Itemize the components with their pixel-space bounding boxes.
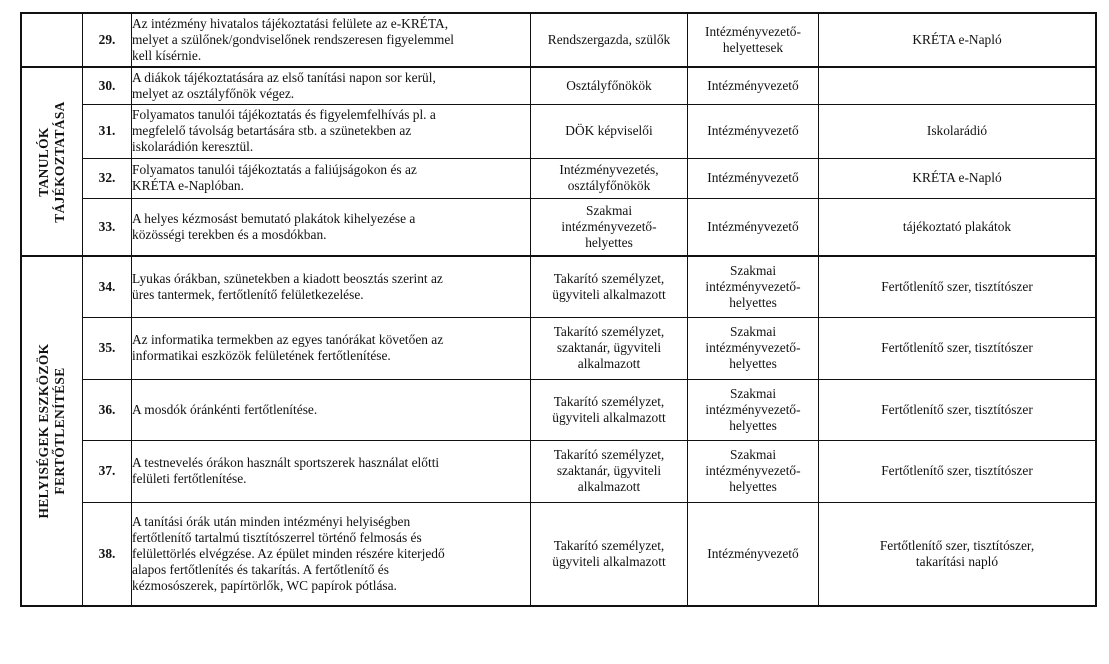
row-description: A tanítási órák után minden intézményi helyiségben fertőtlenítő tartalmú tisztítószerrel történő felmosás és felülettörlés elvégzése. Az épület minden részére kiterjedő alapos fertőtlenítés és takarítás. A fertőtlenítő és kézmosószerek, papírtörlők, WC papírok pótlása. [132,502,531,606]
section-cell-tanulok [21,67,83,256]
row-responsible: Intézményvezetés, osztályfőnökök [531,158,688,198]
row-number: 37. [83,440,132,502]
row-description: A testnevelés órákon használt sportszerek használat előtti felületi fertőtlenítése. [132,440,531,502]
row-controller: Intézményvezető [688,198,819,256]
row-responsible: Szakmai intézményvezető- helyettes [531,198,688,256]
row-number: 36. [83,379,132,440]
row-responsible: Takarító személyzet, ügyviteli alkalmazott [531,379,688,440]
table-row [21,379,1096,440]
row-number: 34. [83,256,132,317]
section-cell-0 [21,13,83,67]
row-description: Folyamatos tanulói tájékoztatás és figyelemfelhívás pl. a megfelelő távolság betartására stb. a szünetekben az iskolarádión keresztül. [132,104,531,158]
row-tool: Fertőtlenítő szer, tisztítószer [819,317,1097,379]
section-cell-helyisegek [21,256,83,606]
row-description: A helyes kézmosást bemutató plakátok kihelyezése a közösségi terekben és a mosdókban. [132,198,531,256]
table-row [21,198,1096,256]
row-tool [819,67,1097,104]
row-description: Az intézmény hivatalos tájékoztatási felülete az e-KRÉTA, melyet a szülőnek/gondviselőnek rendszeresen figyelemmel kell kísérnie. [132,13,531,67]
row-tool: Fertőtlenítő szer, tisztítószer [819,256,1097,317]
row-number: 30. [83,67,132,104]
row-controller: Intézményvezető [688,502,819,606]
row-controller: Intézményvezető- helyettesek [688,13,819,67]
row-tool: Fertőtlenítő szer, tisztítószer, takarítási napló [819,502,1097,606]
row-responsible: Takarító személyzet, ügyviteli alkalmazott [531,256,688,317]
row-tool: KRÉTA e-Napló [819,158,1097,198]
row-tool: Fertőtlenítő szer, tisztítószer [819,440,1097,502]
row-tool: Iskolarádió [819,104,1097,158]
row-controller: Szakmai intézményvezető- helyettes [688,317,819,379]
row-tool: Fertőtlenítő szer, tisztítószer [819,379,1097,440]
section-title-tanulok: TANULÓK TÁJÉKOZTATÁSA [36,100,67,223]
table-row [21,13,1096,67]
row-controller: Szakmai intézményvezető- helyettes [688,379,819,440]
row-number: 31. [83,104,132,158]
row-number: 38. [83,502,132,606]
table-row [21,440,1096,502]
measures-table [20,12,1097,607]
row-responsible: Takarító személyzet, ügyviteli alkalmazott [531,502,688,606]
row-description: Folyamatos tanulói tájékoztatás a faliújságokon és az KRÉTA e-Naplóban. [132,158,531,198]
row-responsible: DÖK képviselői [531,104,688,158]
row-controller: Intézményvezető [688,67,819,104]
table-row [21,67,1096,104]
row-description: Lyukas órákban, szünetekben a kiadott beosztás szerint az üres tantermek, fertőtlenítő felületkezelése. [132,256,531,317]
row-responsible: Takarító személyzet, szaktanár, ügyviteli alkalmazott [531,440,688,502]
row-controller: Intézményvezető [688,104,819,158]
row-controller: Szakmai intézményvezető- helyettes [688,440,819,502]
row-tool: KRÉTA e-Napló [819,13,1097,67]
table-row [21,317,1096,379]
row-number: 29. [83,13,132,67]
row-controller: Szakmai intézményvezető- helyettes [688,256,819,317]
table-row [21,256,1096,317]
row-responsible: Osztályfőnökök [531,67,688,104]
row-number: 35. [83,317,132,379]
section-title-helyisegek: HELYISÉGEK ESZKÖZÖK FERTŐTLENÍTÉSE [36,343,67,519]
row-responsible: Takarító személyzet, szaktanár, ügyviteli alkalmazott [531,317,688,379]
row-tool: tájékoztató plakátok [819,198,1097,256]
row-responsible: Rendszergazda, szülők [531,13,688,67]
row-description: A mosdók óránkénti fertőtlenítése. [132,379,531,440]
table-row [21,104,1096,158]
table-row [21,158,1096,198]
row-number: 32. [83,158,132,198]
table-row [21,502,1096,606]
row-number: 33. [83,198,132,256]
row-controller: Intézményvezető [688,158,819,198]
row-description: Az informatika termekben az egyes tanórákat követően az informatikai eszközök felületének fertőtlenítése. [132,317,531,379]
row-description: A diákok tájékoztatására az első tanítási napon sor kerül, melyet az osztályfőnök végez. [132,67,531,104]
